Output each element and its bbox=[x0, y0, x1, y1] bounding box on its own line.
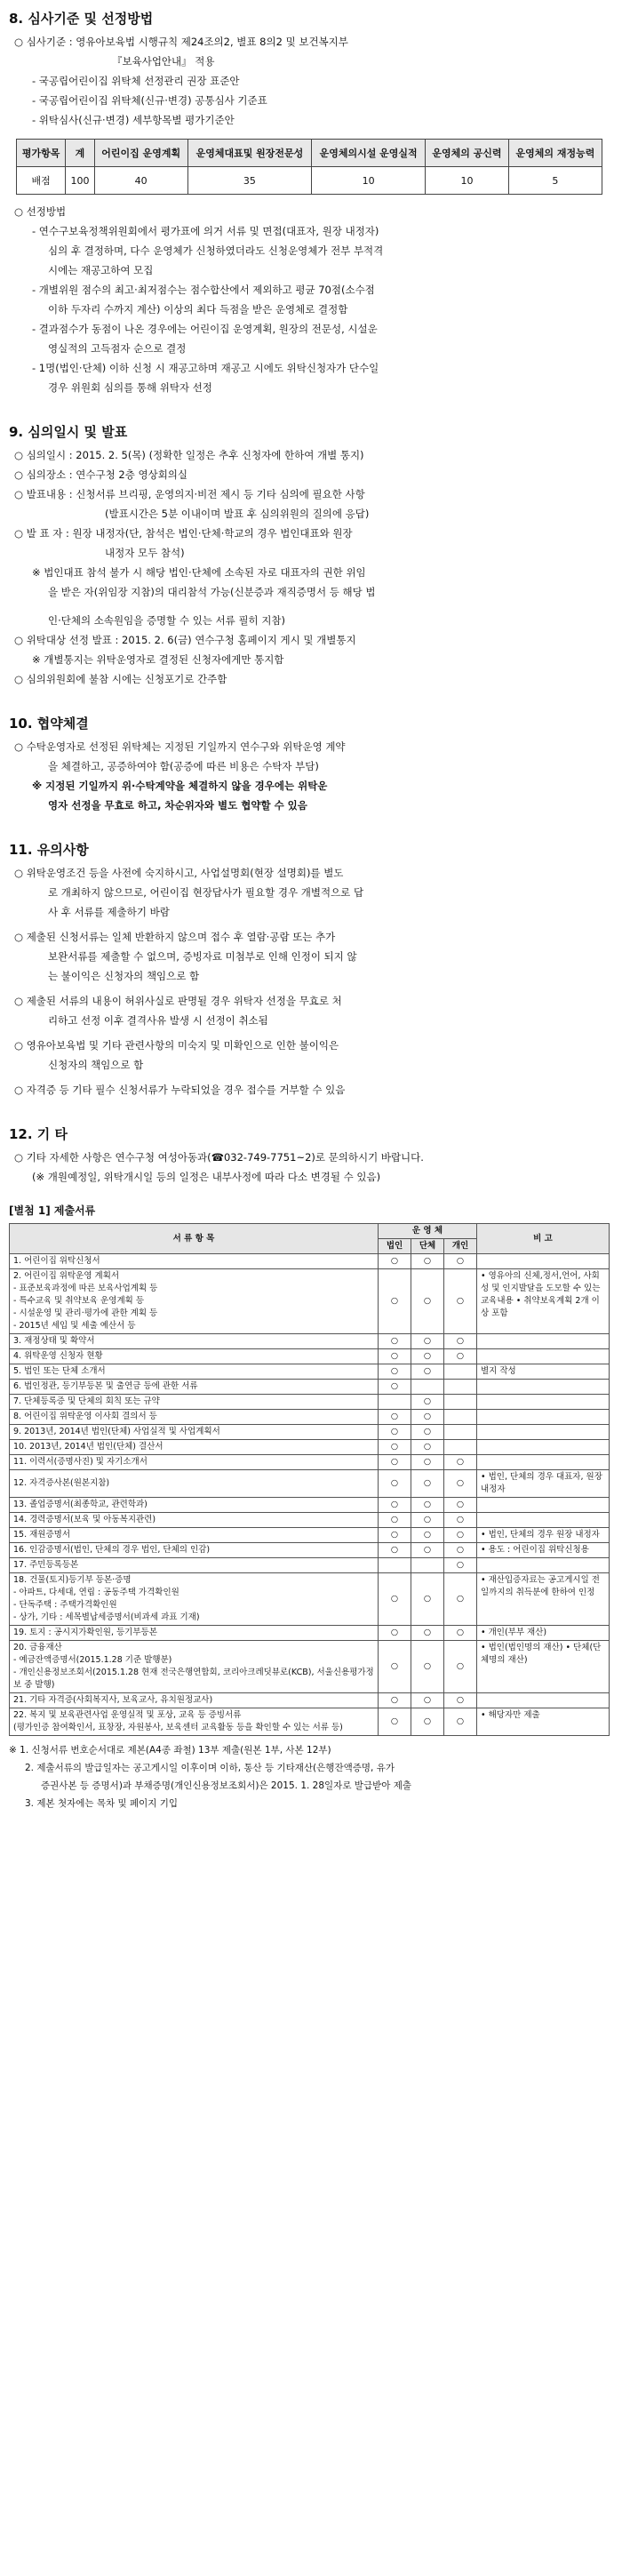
section-8-title: 8. 심사기준 및 선정방법 bbox=[9, 11, 154, 27]
section-12 bbox=[9, 1116, 613, 1187]
row-mark-indiv: ○ bbox=[444, 1269, 477, 1334]
row-mark-indiv: ○ bbox=[444, 1708, 477, 1736]
score-cell: 35 bbox=[187, 167, 311, 195]
row-mark-indiv: ○ bbox=[444, 1626, 477, 1641]
row-item: 22. 복지 및 보육관련사업 운영실적 및 포상, 교육 등 증빙서류 (평가인증 참여확인서, 표창장, 자원봉사, 보육센터 교육활동 등을 확인할 수 있는 서류 등) bbox=[10, 1708, 379, 1736]
row-mark-corp: ○ bbox=[379, 1573, 411, 1626]
row-item: 10. 2013년, 2014년 법인(단체) 결산서 bbox=[10, 1440, 379, 1455]
row-note: • 재산입증자료는 공고게시일 전일까지의 취득분에 한하여 인정 bbox=[477, 1573, 610, 1626]
notice-line: 사 후 서류를 제출하기 바람 bbox=[48, 906, 170, 918]
criteria-line-2: 『보육사업안내』 적용 bbox=[112, 55, 215, 68]
contract-note: ※ 지정된 기일까지 위·수탁계약을 체결하지 않을 경우에는 위탁운 bbox=[32, 780, 328, 792]
method-line: - 1명(법인·단체) 이하 신청 시 재공고하며 재공고 시에도 위탁신청자가 단수일 bbox=[32, 362, 379, 374]
row-mark-group: ○ bbox=[411, 1573, 444, 1626]
table-row bbox=[10, 1528, 610, 1543]
contact-note: (※ 개원예정일, 위탁개시일 등의 일정은 내부사정에 따라 다소 변경될 수 있음) bbox=[32, 1171, 381, 1183]
table-row bbox=[10, 1455, 610, 1470]
schedule-note: ※ 법인대표 참석 불가 시 해당 법인·단체에 소속된 자로 대표자의 권한 위임 bbox=[32, 566, 366, 579]
notice-line: ○ 자격증 등 기타 필수 신청서류가 누락되었을 경우 접수를 거부할 수 있음 bbox=[14, 1084, 346, 1096]
row-item: 11. 이력서(증명사진) 및 자기소개서 bbox=[10, 1455, 379, 1470]
footnote: 2. 제출서류의 발급일자는 공고게시일 이후이며 이하, 통산 등 기타재산(은행잔액증명, 유가 bbox=[25, 1763, 395, 1773]
row-mark-corp: ○ bbox=[379, 1641, 411, 1693]
row-item: 5. 법인 또는 단체 소개서 bbox=[10, 1364, 379, 1380]
method-line: 이하 두자리 수까지 계산) 이상의 최다 득점을 받은 운영체로 결정함 bbox=[48, 303, 348, 316]
table-row bbox=[10, 1573, 610, 1626]
row-mark-corp: ○ bbox=[379, 1440, 411, 1455]
row-item: 15. 재원증명서 bbox=[10, 1528, 379, 1543]
row-mark-corp bbox=[379, 1558, 411, 1573]
row-item: 1. 어린이집 위탁신청서 bbox=[10, 1254, 379, 1269]
row-mark-corp: ○ bbox=[379, 1498, 411, 1513]
table-row bbox=[10, 1364, 610, 1380]
row-note bbox=[477, 1455, 610, 1470]
criteria-sub-1: - 국공립어린이집 위탁체 선정관리 권장 표준안 bbox=[32, 75, 240, 87]
schedule-note: 을 받은 자(위임장 지참)의 대리참석 가능(신분증과 재직증명서 등 해당 법 bbox=[48, 586, 376, 598]
method-line: - 개별위원 점수의 최고·최저점수는 점수합산에서 제외하고 평균 70점(소수점 bbox=[32, 284, 375, 296]
row-mark-group: ○ bbox=[411, 1425, 444, 1440]
table-row bbox=[10, 1254, 610, 1269]
row-mark-indiv bbox=[444, 1364, 477, 1380]
score-cell: 5 bbox=[508, 167, 602, 195]
notice-line: 는 불이익은 신청자의 책임으로 함 bbox=[48, 970, 200, 982]
section-9-title: 9. 심의일시 및 발표 bbox=[9, 424, 128, 440]
row-item: 9. 2013년, 2014년 법인(단체) 사업실적 및 사업계획서 bbox=[10, 1425, 379, 1440]
table-row bbox=[10, 1693, 610, 1708]
row-note: • 법인, 단체의 경우 원장 내정자 bbox=[477, 1528, 610, 1543]
row-mark-indiv: ○ bbox=[444, 1349, 477, 1364]
row-mark-group: ○ bbox=[411, 1708, 444, 1736]
attachment-table bbox=[9, 1223, 610, 1736]
section-10-title: 10. 협약체결 bbox=[9, 716, 89, 732]
row-mark-indiv bbox=[444, 1425, 477, 1440]
criteria-sub-3: - 위탁심사(신규·변경) 세부항목별 평가기준안 bbox=[32, 114, 235, 126]
row-mark-corp: ○ bbox=[379, 1470, 411, 1498]
row-note: 별지 작성 bbox=[477, 1364, 610, 1380]
table-row bbox=[10, 1513, 610, 1528]
row-mark-indiv: ○ bbox=[444, 1543, 477, 1558]
row-mark-corp: ○ bbox=[379, 1364, 411, 1380]
schedule-note: 인·단체의 소속원임을 증명할 수 있는 서류 필히 지참) bbox=[48, 614, 286, 627]
row-item: 21. 기타 자격증(사회복지사, 보육교사, 유치원정교사) bbox=[10, 1693, 379, 1708]
method-line: - 결과점수가 동점이 나온 경우에는 어린이집 운영계획, 원장의 전문성, 시설운 bbox=[32, 323, 378, 335]
row-note: • 해당자만 제출 bbox=[477, 1708, 610, 1736]
row-note bbox=[477, 1693, 610, 1708]
table-row bbox=[10, 1380, 610, 1395]
row-note bbox=[477, 1395, 610, 1410]
row-note bbox=[477, 1254, 610, 1269]
row-note: • 법인(법인명의 재산) • 단체(단체명의 재산) bbox=[477, 1641, 610, 1693]
notice-line: ○ 제출된 서류의 내용이 허위사실로 판명될 경우 위탁자 선정을 무효로 처 bbox=[14, 995, 342, 1007]
table-row bbox=[10, 1334, 610, 1349]
notice-line: ○ 영유아보육법 및 기타 관련사항의 미숙지 및 미확인으로 인한 불이익은 bbox=[14, 1039, 339, 1052]
score-header-cell: 운영체대표및 원장전문성 bbox=[187, 140, 311, 167]
attachment bbox=[9, 1203, 613, 1812]
method-line: 영실적의 고득점자 순으로 결정 bbox=[48, 342, 187, 355]
score-cell: 40 bbox=[94, 167, 187, 195]
row-mark-corp: ○ bbox=[379, 1543, 411, 1558]
row-mark-group: ○ bbox=[411, 1254, 444, 1269]
schedule-line: (발표시간은 5분 이내이며 발표 후 심의위원의 질의에 응답) bbox=[105, 508, 370, 520]
row-mark-corp: ○ bbox=[379, 1626, 411, 1641]
row-note: • 영유아의 신체,정서,언어, 사회성 및 인지발달을 도모할 수 있는 교육내용 • 취약보육계획 2개 이상 포함 bbox=[477, 1269, 610, 1334]
attachment-footnotes bbox=[9, 1741, 613, 1812]
row-mark-corp: ○ bbox=[379, 1528, 411, 1543]
row-mark-indiv bbox=[444, 1395, 477, 1410]
row-mark-group: ○ bbox=[411, 1440, 444, 1455]
contract-line: ○ 수탁운영자로 선정된 위탁체는 지정된 기일까지 연수구와 위탁운영 계약 bbox=[14, 740, 346, 753]
notice-line: ○ 위탁운영조건 등을 사전에 숙지하시고, 사업설명회(현장 설명회)를 별도 bbox=[14, 867, 344, 879]
footnote: ※ 1. 신청서류 번호순서대로 제본(A4종 좌철) 13부 제출(원본 1부, 사본 12부) bbox=[9, 1745, 331, 1756]
row-mark-group: ○ bbox=[411, 1395, 444, 1410]
row-item: 12. 자격증사본(원본지참) bbox=[10, 1470, 379, 1498]
table-row bbox=[10, 1440, 610, 1455]
section-10 bbox=[9, 705, 613, 815]
row-mark-corp: ○ bbox=[379, 1708, 411, 1736]
table-row bbox=[10, 1558, 610, 1573]
row-mark-group bbox=[411, 1380, 444, 1395]
row-mark-group: ○ bbox=[411, 1470, 444, 1498]
schedule-line: ○ 발 표 자 : 원장 내정자(단, 참석은 법인·단체·학교의 경우 법인대표와 원장 bbox=[14, 527, 353, 540]
table-row bbox=[10, 1425, 610, 1440]
section-11-title: 11. 유의사항 bbox=[9, 842, 89, 858]
method-line: 경우 위원회 심의를 통해 위탁자 선정 bbox=[48, 381, 212, 394]
score-header-cell: 운영체의 재정능력 bbox=[508, 140, 602, 167]
footnote: 3. 제본 첫자에는 목차 및 페이지 기입 bbox=[25, 1798, 179, 1809]
row-item: 6. 법인정관, 등기부등본 및 출연금 등에 관한 서류 bbox=[10, 1380, 379, 1395]
row-mark-corp: ○ bbox=[379, 1349, 411, 1364]
contact-line: ○ 기타 자세한 사항은 연수구청 여성아동과(☎032-749-7751~2)로 문의하시기 바랍니다. bbox=[14, 1151, 424, 1164]
attachment-body bbox=[10, 1254, 610, 1736]
row-mark-group: ○ bbox=[411, 1693, 444, 1708]
score-header-cell: 계 bbox=[66, 140, 94, 167]
row-note bbox=[477, 1440, 610, 1455]
row-note: • 법인, 단체의 경우 대표자, 원장 내정자 bbox=[477, 1470, 610, 1498]
schedule-line: 내정자 모두 참석) bbox=[105, 547, 185, 559]
row-mark-group: ○ bbox=[411, 1498, 444, 1513]
row-item: 13. 졸업증명서(최종학교, 관련학과) bbox=[10, 1498, 379, 1513]
row-mark-indiv bbox=[444, 1380, 477, 1395]
table-row bbox=[10, 1626, 610, 1641]
table-row bbox=[10, 1470, 610, 1498]
row-note bbox=[477, 1334, 610, 1349]
row-item: 14. 경력증명서(보육 및 아동복지관련) bbox=[10, 1513, 379, 1528]
row-mark-indiv: ○ bbox=[444, 1498, 477, 1513]
row-mark-corp bbox=[379, 1395, 411, 1410]
method-title: ○ 선정방법 bbox=[14, 205, 67, 218]
score-header-cell: 운영체의시설 운영실적 bbox=[312, 140, 426, 167]
section-9 bbox=[9, 413, 613, 689]
row-mark-corp: ○ bbox=[379, 1455, 411, 1470]
row-note: • 용도 : 어린이집 위탁신청용 bbox=[477, 1543, 610, 1558]
table-row bbox=[10, 1395, 610, 1410]
schedule-note: ※ 개별통지는 위탁운영자로 결정된 신청자에게만 통지함 bbox=[32, 653, 284, 666]
row-mark-corp: ○ bbox=[379, 1254, 411, 1269]
row-item: 2. 어린이집 위탁운영 계획서 - 표준보육과정에 따른 보육사업계획 등 - 특수교육 및 취약보육 운영계획 등 - 시설운영 및 관리·평가에 관한 계획 등 - 2015년 세입 및 세출 예산서 등 bbox=[10, 1269, 379, 1334]
row-mark-indiv: ○ bbox=[444, 1693, 477, 1708]
contract-note: 영자 선정을 무효로 하고, 차순위자와 별도 협약할 수 있음 bbox=[48, 799, 307, 812]
table-row bbox=[10, 1641, 610, 1693]
section-11 bbox=[9, 831, 613, 1100]
table-row bbox=[10, 1410, 610, 1425]
row-mark-group: ○ bbox=[411, 1334, 444, 1349]
footnote: 증권사본 등 증명서)과 부채증명(개인신용정보조회서)은 2015. 1. 28일자로 발급받아 제출 bbox=[41, 1780, 412, 1791]
score-table-header bbox=[17, 140, 602, 167]
row-mark-corp: ○ bbox=[379, 1380, 411, 1395]
score-cell: 10 bbox=[312, 167, 426, 195]
row-mark-corp: ○ bbox=[379, 1410, 411, 1425]
row-item: 3. 재정상태 및 확약서 bbox=[10, 1334, 379, 1349]
row-item: 18. 건물(토지)등기부 등본·증명 - 아파트, 다세대, 연립 : 공동주택 가격확인원 - 단독주택 : 주택가격확인원 - 상가, 기타 : 세목별납세증명서(비과세 과표 기재) bbox=[10, 1573, 379, 1626]
row-note bbox=[477, 1558, 610, 1573]
header-docs: 서 류 항 목 bbox=[10, 1224, 379, 1254]
method-line: 시에는 재공고하여 모집 bbox=[48, 264, 154, 276]
header-corp: 법인 bbox=[379, 1239, 411, 1254]
header-group: 단체 bbox=[411, 1239, 444, 1254]
row-item: 16. 인감증명서(법인, 단체의 경우 법인, 단체의 인감) bbox=[10, 1543, 379, 1558]
row-mark-indiv: ○ bbox=[444, 1558, 477, 1573]
row-mark-indiv: ○ bbox=[444, 1470, 477, 1498]
row-mark-group: ○ bbox=[411, 1349, 444, 1364]
row-mark-corp: ○ bbox=[379, 1693, 411, 1708]
schedule-line: ○ 심의장소 : 연수구청 2층 영상회의실 bbox=[14, 468, 188, 481]
header-note: 비 고 bbox=[477, 1224, 610, 1254]
header-ops: 운 영 체 bbox=[379, 1224, 477, 1239]
score-cell: 10 bbox=[426, 167, 509, 195]
row-item: 19. 토지 : 공시지가확인원, 등기부등본 bbox=[10, 1626, 379, 1641]
method-line: - 연수구보육정책위원회에서 평가표에 의거 서류 및 면접(대표자, 원장 내정자) bbox=[32, 225, 379, 237]
schedule-line: ○ 심의일시 : 2015. 2. 5(목) (정확한 일정은 추후 신청자에 한하여 개별 통지) bbox=[14, 449, 364, 461]
row-mark-indiv: ○ bbox=[444, 1641, 477, 1693]
notice-line: 신청자의 책임으로 함 bbox=[48, 1059, 144, 1071]
score-row-label: 배점 bbox=[17, 167, 66, 195]
row-mark-group: ○ bbox=[411, 1513, 444, 1528]
table-row bbox=[10, 1349, 610, 1364]
section-8 bbox=[9, 0, 613, 397]
table-row bbox=[10, 1708, 610, 1736]
row-mark-group: ○ bbox=[411, 1528, 444, 1543]
criteria-line: ○ 심사기준 : 영유아보육법 시행규칙 제24조의2, 별표 8의2 및 보건복지부 bbox=[14, 36, 348, 48]
row-mark-indiv: ○ bbox=[444, 1573, 477, 1626]
row-note bbox=[477, 1349, 610, 1364]
row-note: • 개인(부부 재산) bbox=[477, 1626, 610, 1641]
section-12-title: 12. 기 타 bbox=[9, 1126, 68, 1142]
row-item: 7. 단체등록증 및 단체의 회칙 또는 규약 bbox=[10, 1395, 379, 1410]
row-mark-group: ○ bbox=[411, 1626, 444, 1641]
row-mark-group: ○ bbox=[411, 1455, 444, 1470]
row-note bbox=[477, 1380, 610, 1395]
method-line: 심의 후 결정하며, 다수 운영체가 신청하였더라도 신청운영체가 전부 부적격 bbox=[48, 244, 384, 257]
score-header-cell: 어린이집 운영계획 bbox=[94, 140, 187, 167]
row-mark-group: ○ bbox=[411, 1543, 444, 1558]
notice-line: 로 개최하지 않으므로, 어린이집 현장답사가 필요할 경우 개별적으로 답 bbox=[48, 886, 364, 899]
score-header-cell: 운영체의 공신력 bbox=[426, 140, 509, 167]
table-row bbox=[10, 1543, 610, 1558]
table-row bbox=[10, 1498, 610, 1513]
row-item: 20. 금융재산 - 예금잔액증명서(2015.1.28 기준 발행분) - 개인신용정보조회서(2015.1.28 현재 전국은행연합회, 코리아크레딧뷰로(KCB), 서울신용평가정보 중 발행) bbox=[10, 1641, 379, 1693]
row-mark-indiv bbox=[444, 1410, 477, 1425]
row-mark-corp: ○ bbox=[379, 1425, 411, 1440]
score-header-cell: 평가항목 bbox=[17, 140, 66, 167]
row-mark-indiv: ○ bbox=[444, 1334, 477, 1349]
row-mark-group: ○ bbox=[411, 1641, 444, 1693]
row-mark-indiv bbox=[444, 1440, 477, 1455]
schedule-line: ○ 심의위원회에 불참 시에는 신청포기로 간주함 bbox=[14, 673, 227, 685]
schedule-line: ○ 발표내용 : 신청서류 브리핑, 운영의지·비전 제시 등 기타 심의에 필요한 사항 bbox=[14, 488, 365, 500]
row-mark-indiv: ○ bbox=[444, 1254, 477, 1269]
score-cell: 100 bbox=[66, 167, 94, 195]
row-item: 8. 어린이집 위탁운영 이사회 결의서 등 bbox=[10, 1410, 379, 1425]
row-mark-corp: ○ bbox=[379, 1334, 411, 1349]
row-mark-group: ○ bbox=[411, 1364, 444, 1380]
row-mark-group: ○ bbox=[411, 1410, 444, 1425]
row-mark-group: ○ bbox=[411, 1269, 444, 1334]
contract-line: 을 체결하고, 공증하여야 함(공증에 따른 비용은 수탁자 부담) bbox=[48, 760, 319, 772]
row-item: 17. 주민등록등본 bbox=[10, 1558, 379, 1573]
notice-line: ○ 제출된 신청서류는 일체 반환하지 않으며 접수 후 열람·공람 또는 추가 bbox=[14, 931, 336, 943]
row-mark-indiv: ○ bbox=[444, 1528, 477, 1543]
row-note bbox=[477, 1410, 610, 1425]
row-note bbox=[477, 1513, 610, 1528]
row-mark-corp: ○ bbox=[379, 1269, 411, 1334]
row-mark-indiv: ○ bbox=[444, 1513, 477, 1528]
attachment-header-row bbox=[10, 1224, 610, 1239]
notice-line: 리하고 선정 이후 결격사유 발생 시 선정이 취소됨 bbox=[48, 1014, 268, 1027]
criteria-sub-2: - 국공립어린이집 위탁체(신규·변경) 공통심사 기준표 bbox=[32, 94, 267, 107]
table-row bbox=[10, 1269, 610, 1334]
attachment-title: [별첨 1] 제출서류 bbox=[9, 1204, 96, 1217]
row-item: 4. 위탁운영 신청자 현황 bbox=[10, 1349, 379, 1364]
row-mark-group bbox=[411, 1558, 444, 1573]
score-table bbox=[16, 139, 602, 195]
score-table-row bbox=[17, 167, 602, 195]
row-note bbox=[477, 1425, 610, 1440]
notice-line: 보완서류를 제출할 수 없으며, 증빙자료 미첨부로 인해 인정이 되지 않 bbox=[48, 950, 357, 963]
schedule-line: ○ 위탁대상 선정 발표 : 2015. 2. 6(금) 연수구청 홈페이지 게시 및 개별통지 bbox=[14, 634, 356, 646]
row-mark-indiv: ○ bbox=[444, 1455, 477, 1470]
row-note bbox=[477, 1498, 610, 1513]
row-mark-corp: ○ bbox=[379, 1513, 411, 1528]
header-indiv: 개인 bbox=[444, 1239, 477, 1254]
